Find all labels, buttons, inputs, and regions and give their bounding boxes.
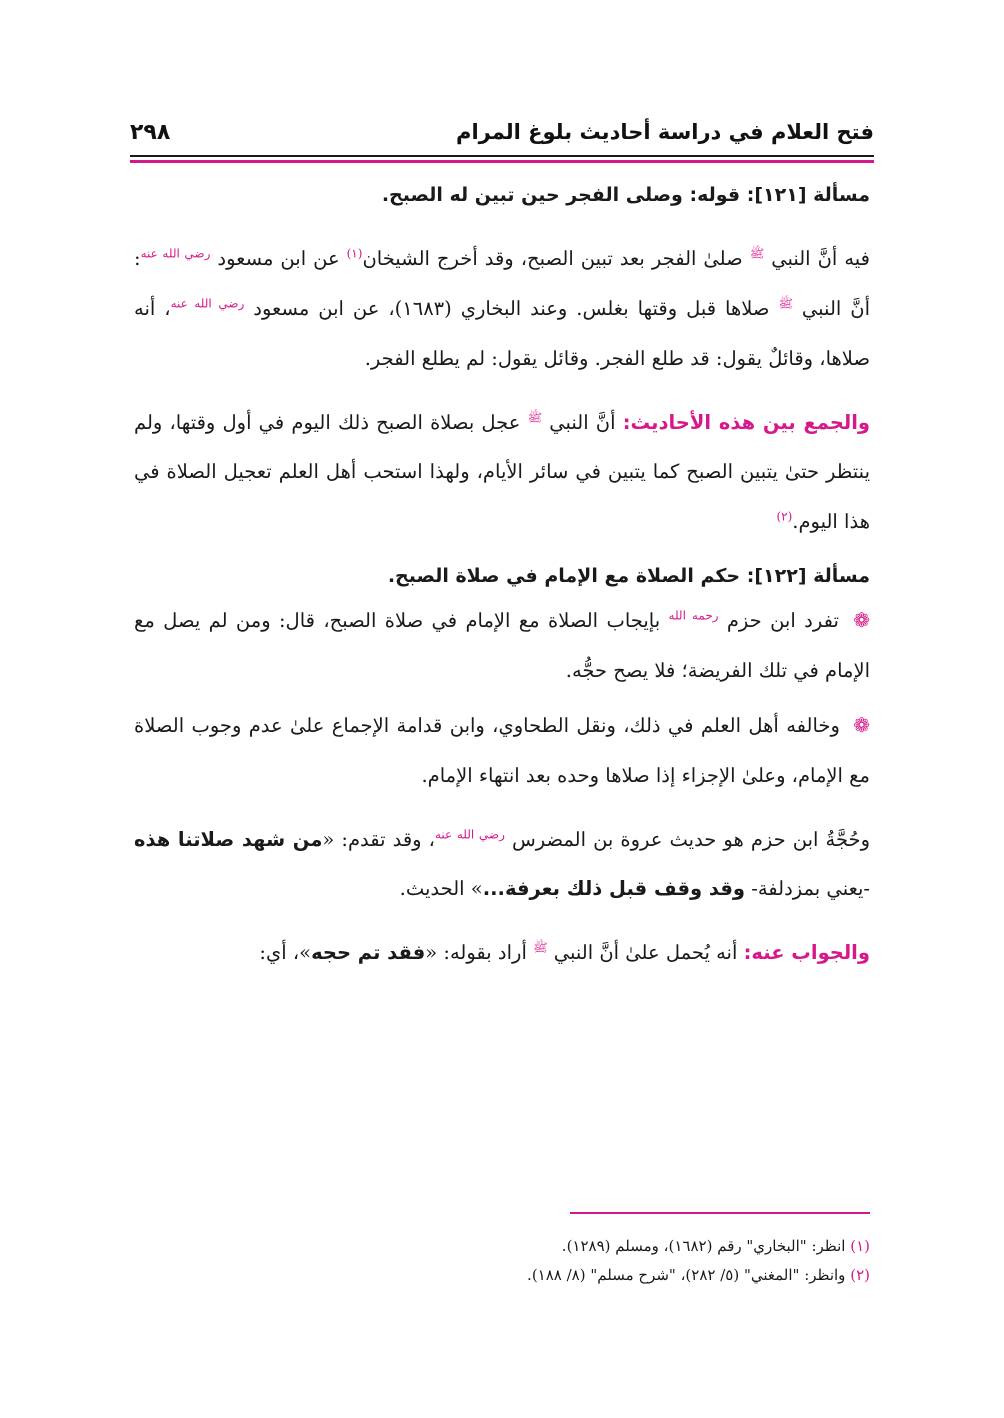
p3-bold-2: وقد وقف قبل ذلك بعرفة... [482, 877, 746, 901]
footnote-1-text: انظر: "البخاري" رقم (١٦٨٢)، ومسلم (١٢٨٩). [561, 1237, 846, 1255]
salla-honorific-icon: ﷺ [527, 410, 543, 425]
issue-122-title: حكم الصلاة مع الإمام في صلاة الصبح. [387, 564, 741, 587]
running-title: فتح العلام في دراسة أحاديث بلوغ المرام [456, 120, 874, 144]
flower-bullet-icon: ❁ [853, 712, 871, 737]
bullet-1 [134, 595, 870, 696]
p3-text-d: » الحديث. [399, 877, 483, 901]
salla-honorific-icon: ﷺ [778, 296, 793, 311]
footnote-2-number: (٢) [850, 1265, 870, 1284]
bullet-2 [134, 700, 870, 801]
salla-honorific-icon: ﷺ [533, 940, 548, 955]
radiya-honorific-icon: رضي الله عنه [434, 827, 505, 842]
issue-122-heading [134, 561, 870, 591]
footnote-2 [134, 1261, 870, 1290]
b2-text: وخالفه أهل العلم في ذلك، ونقل الطحاوي، وابن قدامة الإجماع علىٰ عدم وجوب الصلاة مع الإمام، وعلىٰ الإجزاء إذا صلاها وحده بعد انتهاء الإمام. [134, 713, 870, 787]
p3-text-c: -يعني بمزدلفة- [745, 877, 870, 901]
answer-text-c: »، أي: [259, 940, 312, 964]
p2-text-b: عجل بصلاة الصبح ذلك اليوم في أول وقتها، ولم ينتظر حتىٰ يتبين الصبح كما يتبين في سائر الأيام، ولهذا استحب أهل العلم تعجيل الصلاة في هذا اليوم. [134, 410, 870, 533]
footnote-ref-1: (١) [346, 246, 363, 261]
paragraph-2 [134, 398, 870, 547]
page-number: ٢٩٨ [130, 120, 171, 145]
answer-bold: فقد تم حجه [311, 940, 426, 964]
answer-label: والجواب عنه: [743, 940, 870, 964]
p1-text-f: ، أنه صلاها، وقائلٌ يقول: قد طلع الفجر. وقائل يقول: لم يطلع الفجر. [134, 297, 870, 370]
main-text [134, 180, 870, 992]
b1-text-b: بإيجاب الصلاة مع الإمام في صلاة الصبح، قال: ومن لم يصل مع الإمام في تلك الفريضة؛ فلا يصح حجُّه. [134, 609, 870, 683]
footnote-rule [570, 1212, 870, 1214]
issue-122-label: مسألة [١٢٢]: [746, 564, 870, 587]
answer-text-b: أراد بقوله: « [425, 940, 527, 964]
reconciliation-label: والجمع بين هذه الأحاديث: [622, 410, 871, 434]
footnote-ref-2: (٢) [776, 509, 793, 524]
p1-text-b: صلىٰ الفجر بعد تبين الصبح، وقد أخرج الشيخان [362, 247, 743, 271]
p3-bold-1: من شهد صلاتنا هذه [134, 827, 323, 851]
issue-121-label: مسألة [١٢١]: [746, 184, 870, 206]
footnote-1 [134, 1232, 870, 1261]
paragraph-answer [134, 928, 870, 978]
b1-text-a: تفرد ابن حزم [726, 609, 839, 633]
footnote-1-number: (١) [850, 1237, 870, 1255]
salla-honorific-icon: ﷺ [749, 246, 765, 261]
footnotes [134, 1212, 870, 1289]
footnote-2-text: وانظر: "المغني" (٥/ ٢٨٢)، "شرح مسلم" (٨/ ١٨٨). [527, 1265, 846, 1284]
p1-text-e: صلاها قبل وقتها بغلس. وعند البخاري (١٦٨٣)، عن ابن مسعود [253, 297, 770, 321]
issue-121-title: قوله: وصلى الفجر حين تبين له الصبح. [381, 184, 741, 206]
p1-text-d: : أنَّ النبي [134, 247, 871, 321]
p3-text-a: وحُجَّةُ ابن حزم هو حديث عروة بن المضرس [511, 827, 871, 851]
page-header [130, 110, 874, 160]
paragraph-1 [134, 234, 870, 383]
p1-text-c: عن ابن مسعود [217, 247, 340, 271]
p1-text-a: فيه أنَّ النبي [771, 247, 870, 271]
rahimahu-honorific-icon: رحمه الله [668, 608, 719, 623]
answer-text-a: أنه يُحمل علىٰ أنَّ النبي [553, 940, 738, 964]
radiya-honorific-icon: رضي الله عنه [170, 296, 245, 311]
flower-bullet-icon: ❁ [853, 608, 870, 633]
radiya-honorific-icon: رضي الله عنه [140, 246, 211, 261]
p2-text-a: أنَّ النبي [549, 410, 616, 434]
header-rule-accent [130, 160, 874, 163]
header-rule-dark [130, 155, 874, 157]
paragraph-3 [134, 815, 870, 914]
p3-text-b: ، وقد تقدم: « [322, 827, 435, 851]
issue-121-heading [134, 180, 870, 210]
